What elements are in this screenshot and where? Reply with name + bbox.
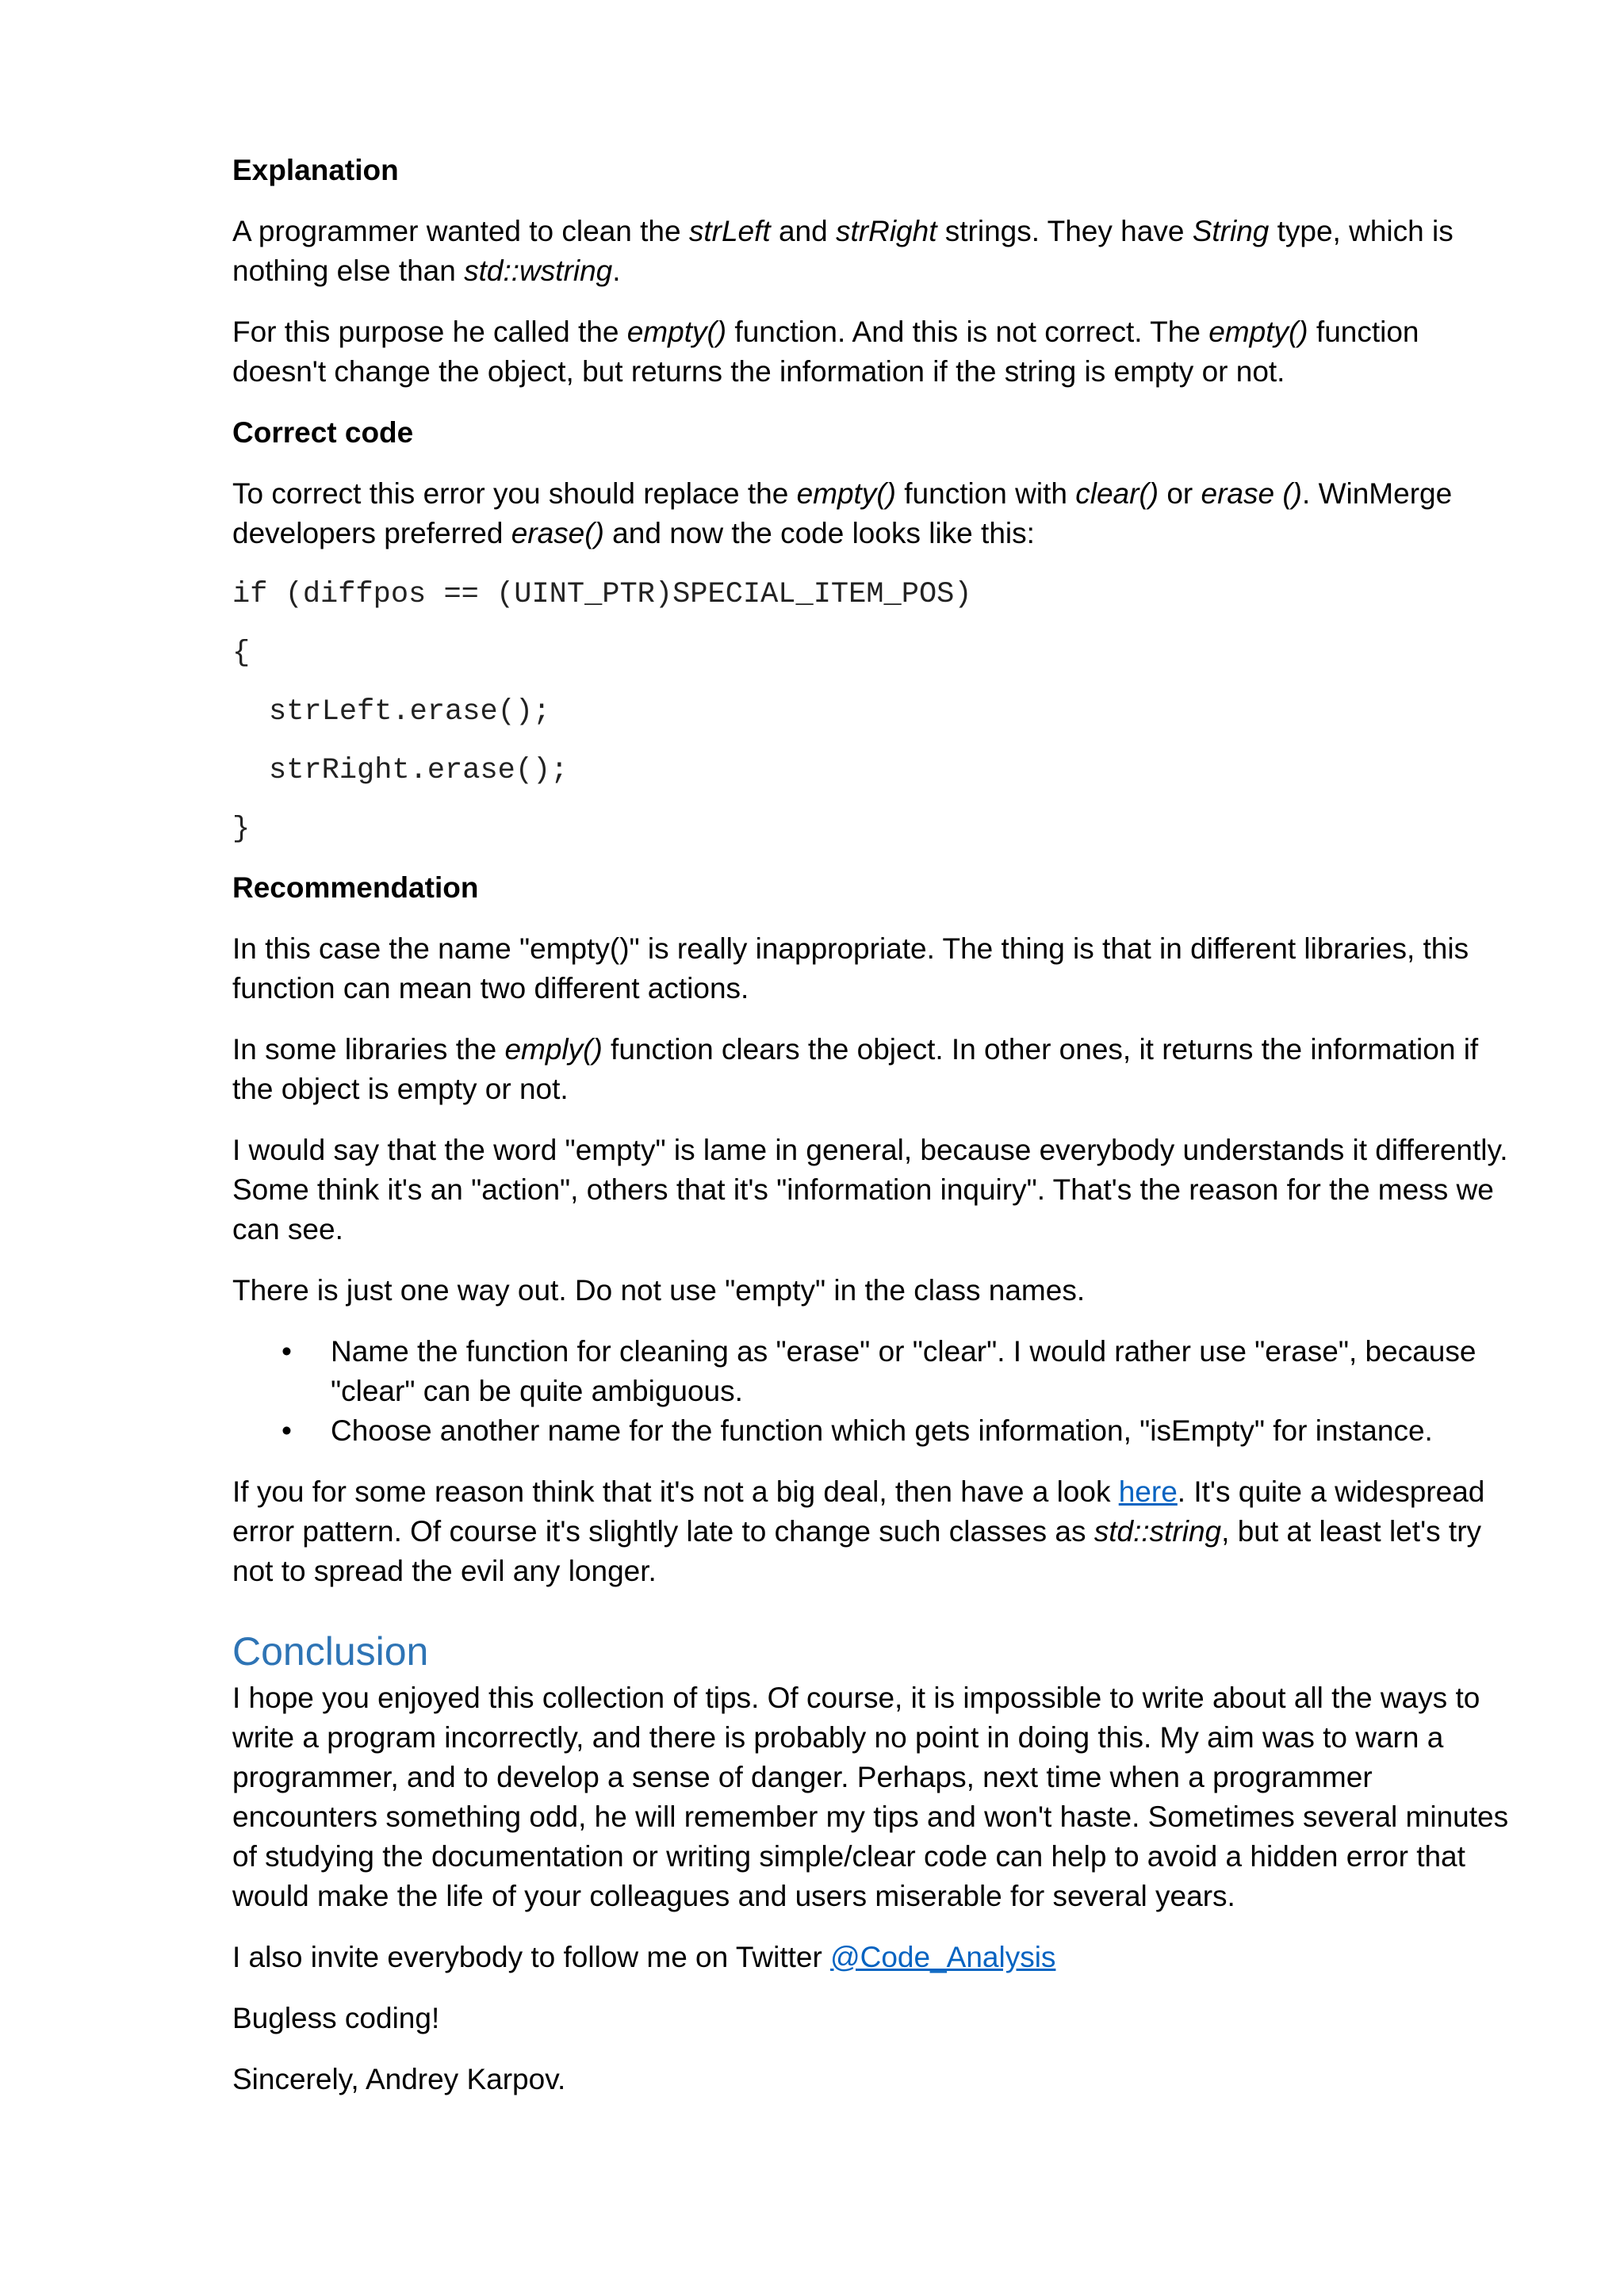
explanation-paragraph-2: For this purpose he called the empty() function. And this is not correct. The empty() function doesn't change the object, but returns the information if the string is empty or not. (232, 316, 1419, 388)
conclusion-paragraph-1: I hope you enjoyed this collection of tips. Of course, it is impossible to write about all the ways to write a program incorrectly, and there is probably no point in doing this. My aim was to warn a programmer, and to develop a sense of danger. Perhaps, next time when a programmer encounters something odd, he will remember my tips and won't haste. Sometimes several minutes of studying the documentation or writing simple/clear code can help to avoid a hidden error that would make the life of your colleagues and users miserable for several years. (232, 1682, 1509, 1912)
document-page (232, 151, 1517, 2121)
twitter-link[interactable]: @Code_Analysis (830, 1941, 1056, 1973)
conclusion-paragraph-2: I also invite everybody to follow me on Twitter @Code_Analysis (232, 1941, 1056, 1973)
recommendation-list (232, 1332, 1517, 1451)
correct-code-paragraph: To correct this error you should replace the empty() function with clear() or erase (). WinMerge developers preferred erase() and now the code looks like this: (232, 477, 1453, 549)
recommendation-paragraph-5: If you for some reason think that it's not a big deal, then have a look here. It's quite a widespread error pattern. Of course it's slightly late to change such classes as std::string, but at least let's try not to spread the evil any longer. (232, 1475, 1485, 1587)
conclusion-heading: Conclusion (232, 1629, 429, 1674)
recommendation-heading: Recommendation (232, 871, 479, 904)
list-item: • Choose another name for the function which gets information, "isEmpty" for instance. (232, 1411, 1517, 1451)
recommendation-paragraph-2: In some libraries the emply() function clears the object. In other ones, it returns the information if the object is empty or not. (232, 1033, 1479, 1105)
code-line: } (232, 813, 251, 846)
recommendation-paragraph-4: There is just one way out. Do not use "empty" in the class names. (232, 1274, 1086, 1307)
code-line: if (diffpos == (UINT_PTR)SPECIAL_ITEM_POS) (232, 578, 972, 611)
bullet-icon: • (282, 1335, 292, 1368)
conclusion-paragraph-3: Bugless coding! (232, 2002, 440, 2034)
code-line: strLeft.erase(); (269, 695, 551, 729)
explanation-heading: Explanation (232, 154, 399, 186)
list-item: • Name the function for cleaning as "erase" or "clear". I would rather use "erase", because "clear" can be quite ambiguous. (232, 1332, 1517, 1411)
bullet-icon: • (282, 1414, 292, 1447)
explanation-paragraph-1: A programmer wanted to clean the strLeft and strRight strings. They have String type, which is nothing else than std::wstring. (232, 215, 1454, 287)
here-link[interactable]: here (1118, 1475, 1178, 1508)
signature: Sincerely, Andrey Karpov. (232, 2063, 566, 2095)
code-line: strRight.erase(); (269, 754, 569, 787)
correct-code-heading: Correct code (232, 416, 414, 449)
recommendation-paragraph-3: I would say that the word "empty" is lame in general, because everybody understands it differently. Some think it's an "action", others that it's "information inquiry". That's the reason for the mess we can see. (232, 1134, 1508, 1246)
recommendation-paragraph-1: In this case the name "empty()" is really inappropriate. The thing is that in different libraries, this function can mean two different actions. (232, 932, 1469, 1004)
code-line: { (232, 637, 251, 670)
